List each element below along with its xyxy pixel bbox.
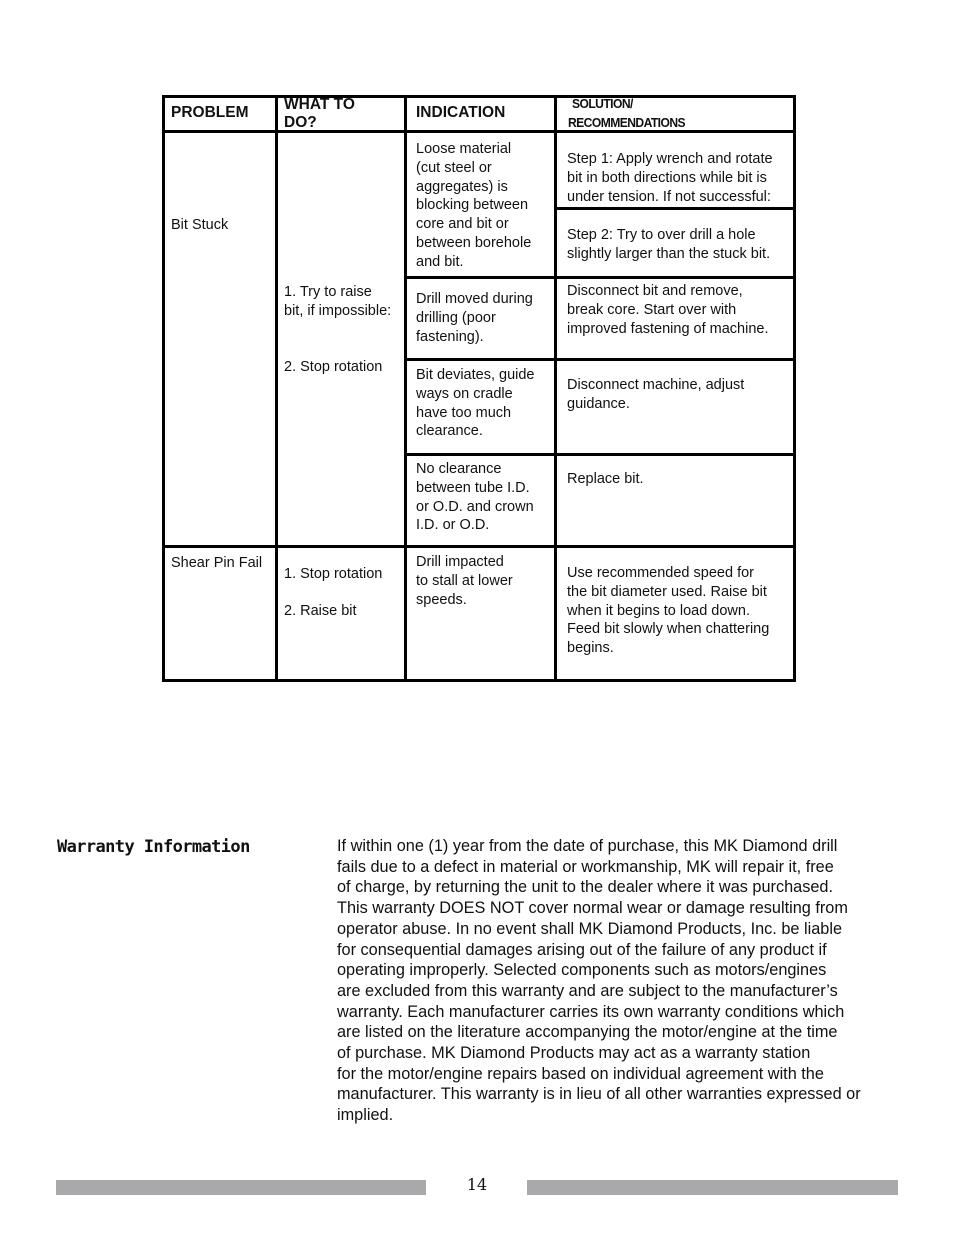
- header-indication: INDICATION: [416, 104, 506, 121]
- warranty-line: fails due to a defect in material or workmanship, MK will repair it, free: [337, 857, 834, 876]
- text-line: drilling (poor: [416, 309, 496, 326]
- text-line: Disconnect bit and remove,: [567, 283, 743, 299]
- text-line: and bit.: [416, 253, 464, 270]
- warranty-line: This warranty DOES NOT cover normal wear or damage resulting from: [337, 899, 848, 918]
- what-to-do-shear-pin-line1: 1. Stop rotation: [284, 566, 383, 582]
- warranty-line: manufacturer. This warranty is in lieu of all other warranties expressed or: [337, 1085, 861, 1104]
- solution-replace-bit: [567, 470, 644, 489]
- warranty-heading: Warranty Information: [57, 837, 250, 857]
- problem-shear-pin-fail: Shear Pin Fail: [171, 555, 263, 571]
- table-border-right: [793, 95, 796, 682]
- solution-adjust-guidance: [567, 376, 744, 414]
- warranty-line: operator abuse. In no event shall MK Diamond Products, Inc. be liable: [337, 919, 843, 938]
- warranty-line: operating improperly. Selected components such as motors/engines: [337, 961, 827, 980]
- warranty-line: If within one (1) year from the date of purchase, this MK Diamond drill: [337, 837, 838, 855]
- text-line: break core. Start over with: [567, 301, 737, 318]
- warranty-body: [337, 836, 907, 1126]
- text-line: slightly larger than the stuck bit.: [567, 245, 771, 262]
- warranty-line: implied.: [337, 1106, 394, 1125]
- text-line: Step 1: Apply wrench and rotate: [567, 151, 773, 167]
- column-divider-2: [404, 95, 407, 682]
- warranty-line: warranty. Each manufacturer carries its own warranty conditions which: [337, 1002, 845, 1021]
- indication-loose-material: [416, 140, 531, 272]
- text-line: Drill impacted: [416, 554, 504, 570]
- text-line: clearance.: [416, 423, 483, 440]
- warranty-line: of charge, by returning the unit to the dealer where it was purchased.: [337, 878, 833, 897]
- text-line: bit in both directions while bit is: [567, 169, 767, 186]
- solution-disconnect-bit: [567, 282, 769, 338]
- text-line: Replace bit.: [567, 471, 644, 487]
- indication-no-clearance: [416, 460, 534, 535]
- text-line: guidance.: [567, 395, 630, 412]
- solution-step-2: [567, 226, 770, 264]
- row-divider-2: [404, 358, 796, 361]
- text-line: speeds.: [416, 591, 467, 608]
- warranty-line: of purchase. MK Diamond Products may act as a warranty station: [337, 1044, 811, 1063]
- table-border-top: [162, 95, 796, 98]
- text-line: Disconnect machine, adjust: [567, 377, 745, 393]
- solution-recommended-speed: [567, 564, 769, 658]
- text-line: core and bit or: [416, 216, 509, 233]
- text-line: Drill moved during: [416, 291, 533, 307]
- indication-drill-moved: [416, 290, 533, 346]
- what-to-do-bit-stuck-line2: bit, if impossible:: [284, 303, 392, 319]
- what-to-do-bit-stuck-line1: 1. Try to raise: [284, 284, 372, 300]
- footer-bar-left: [56, 1180, 426, 1195]
- row-divider-solution-step: [554, 207, 796, 210]
- text-line: fastening).: [416, 328, 484, 345]
- table-border-left: [162, 95, 165, 682]
- text-line: Bit deviates, guide: [416, 367, 535, 383]
- text-line: Feed bit slowly when chattering: [567, 621, 770, 638]
- what-to-do-bit-stuck-line3: 2. Stop rotation: [284, 359, 383, 375]
- indication-drill-impacted: [416, 553, 513, 609]
- text-line: between borehole: [416, 234, 532, 251]
- troubleshooting-table: [162, 95, 796, 682]
- text-line: under tension. If not successful:: [567, 188, 771, 205]
- text-line: improved fastening of machine.: [567, 320, 769, 337]
- what-to-do-shear-pin-line2: 2. Raise bit: [284, 603, 357, 619]
- text-line: or O.D. and crown: [416, 498, 534, 515]
- text-line: Use recommended speed for: [567, 565, 754, 581]
- solution-step-1: [567, 150, 773, 206]
- text-line: Step 2: Try to over drill a hole: [567, 227, 756, 243]
- page-number: 14: [466, 1175, 488, 1194]
- text-line: (cut steel or: [416, 159, 492, 176]
- text-line: begins.: [567, 640, 614, 657]
- text-line: between tube I.D.: [416, 479, 530, 496]
- column-divider-1: [275, 95, 278, 682]
- row-divider-1: [404, 276, 796, 279]
- text-line: aggregates) is: [416, 178, 508, 195]
- warranty-line: are excluded from this warranty and are subject to the manufacturer’s: [337, 981, 838, 1000]
- text-line: the bit diameter used. Raise bit: [567, 583, 767, 600]
- text-line: to stall at lower: [416, 572, 513, 589]
- column-divider-3: [554, 95, 557, 682]
- footer-bar-right: [527, 1180, 898, 1195]
- header-what-to-do-line2: DO?: [284, 114, 317, 131]
- text-line: when it begins to load down.: [567, 602, 750, 619]
- warranty-line: are listed on the literature accompanying the motor/engine at the time: [337, 1023, 838, 1042]
- problem-bit-stuck: Bit Stuck: [171, 217, 229, 233]
- indication-bit-deviates: [416, 366, 535, 441]
- warranty-line: for consequential damages arising out of the failure of any product if: [337, 940, 827, 959]
- header-divider: [162, 130, 796, 133]
- header-solution-line1: SOLUTION/: [572, 96, 633, 111]
- text-line: I.D. or O.D.: [416, 517, 490, 534]
- text-line: No clearance: [416, 461, 502, 477]
- table-border-bottom: [162, 679, 796, 682]
- header-what-to-do-line1: WHAT TO: [284, 96, 355, 113]
- row-divider-shear-pin: [162, 545, 796, 548]
- row-divider-3: [404, 453, 796, 456]
- header-problem: PROBLEM: [171, 104, 249, 121]
- text-line: blocking between: [416, 197, 529, 214]
- warranty-line: for the motor/engine repairs based on individual agreement with the: [337, 1064, 824, 1083]
- text-line: ways on cradle: [416, 385, 513, 402]
- text-line: have too much: [416, 404, 512, 421]
- header-solution-line2: RECOMMENDATIONS: [568, 115, 686, 130]
- text-line: Loose material: [416, 141, 512, 157]
